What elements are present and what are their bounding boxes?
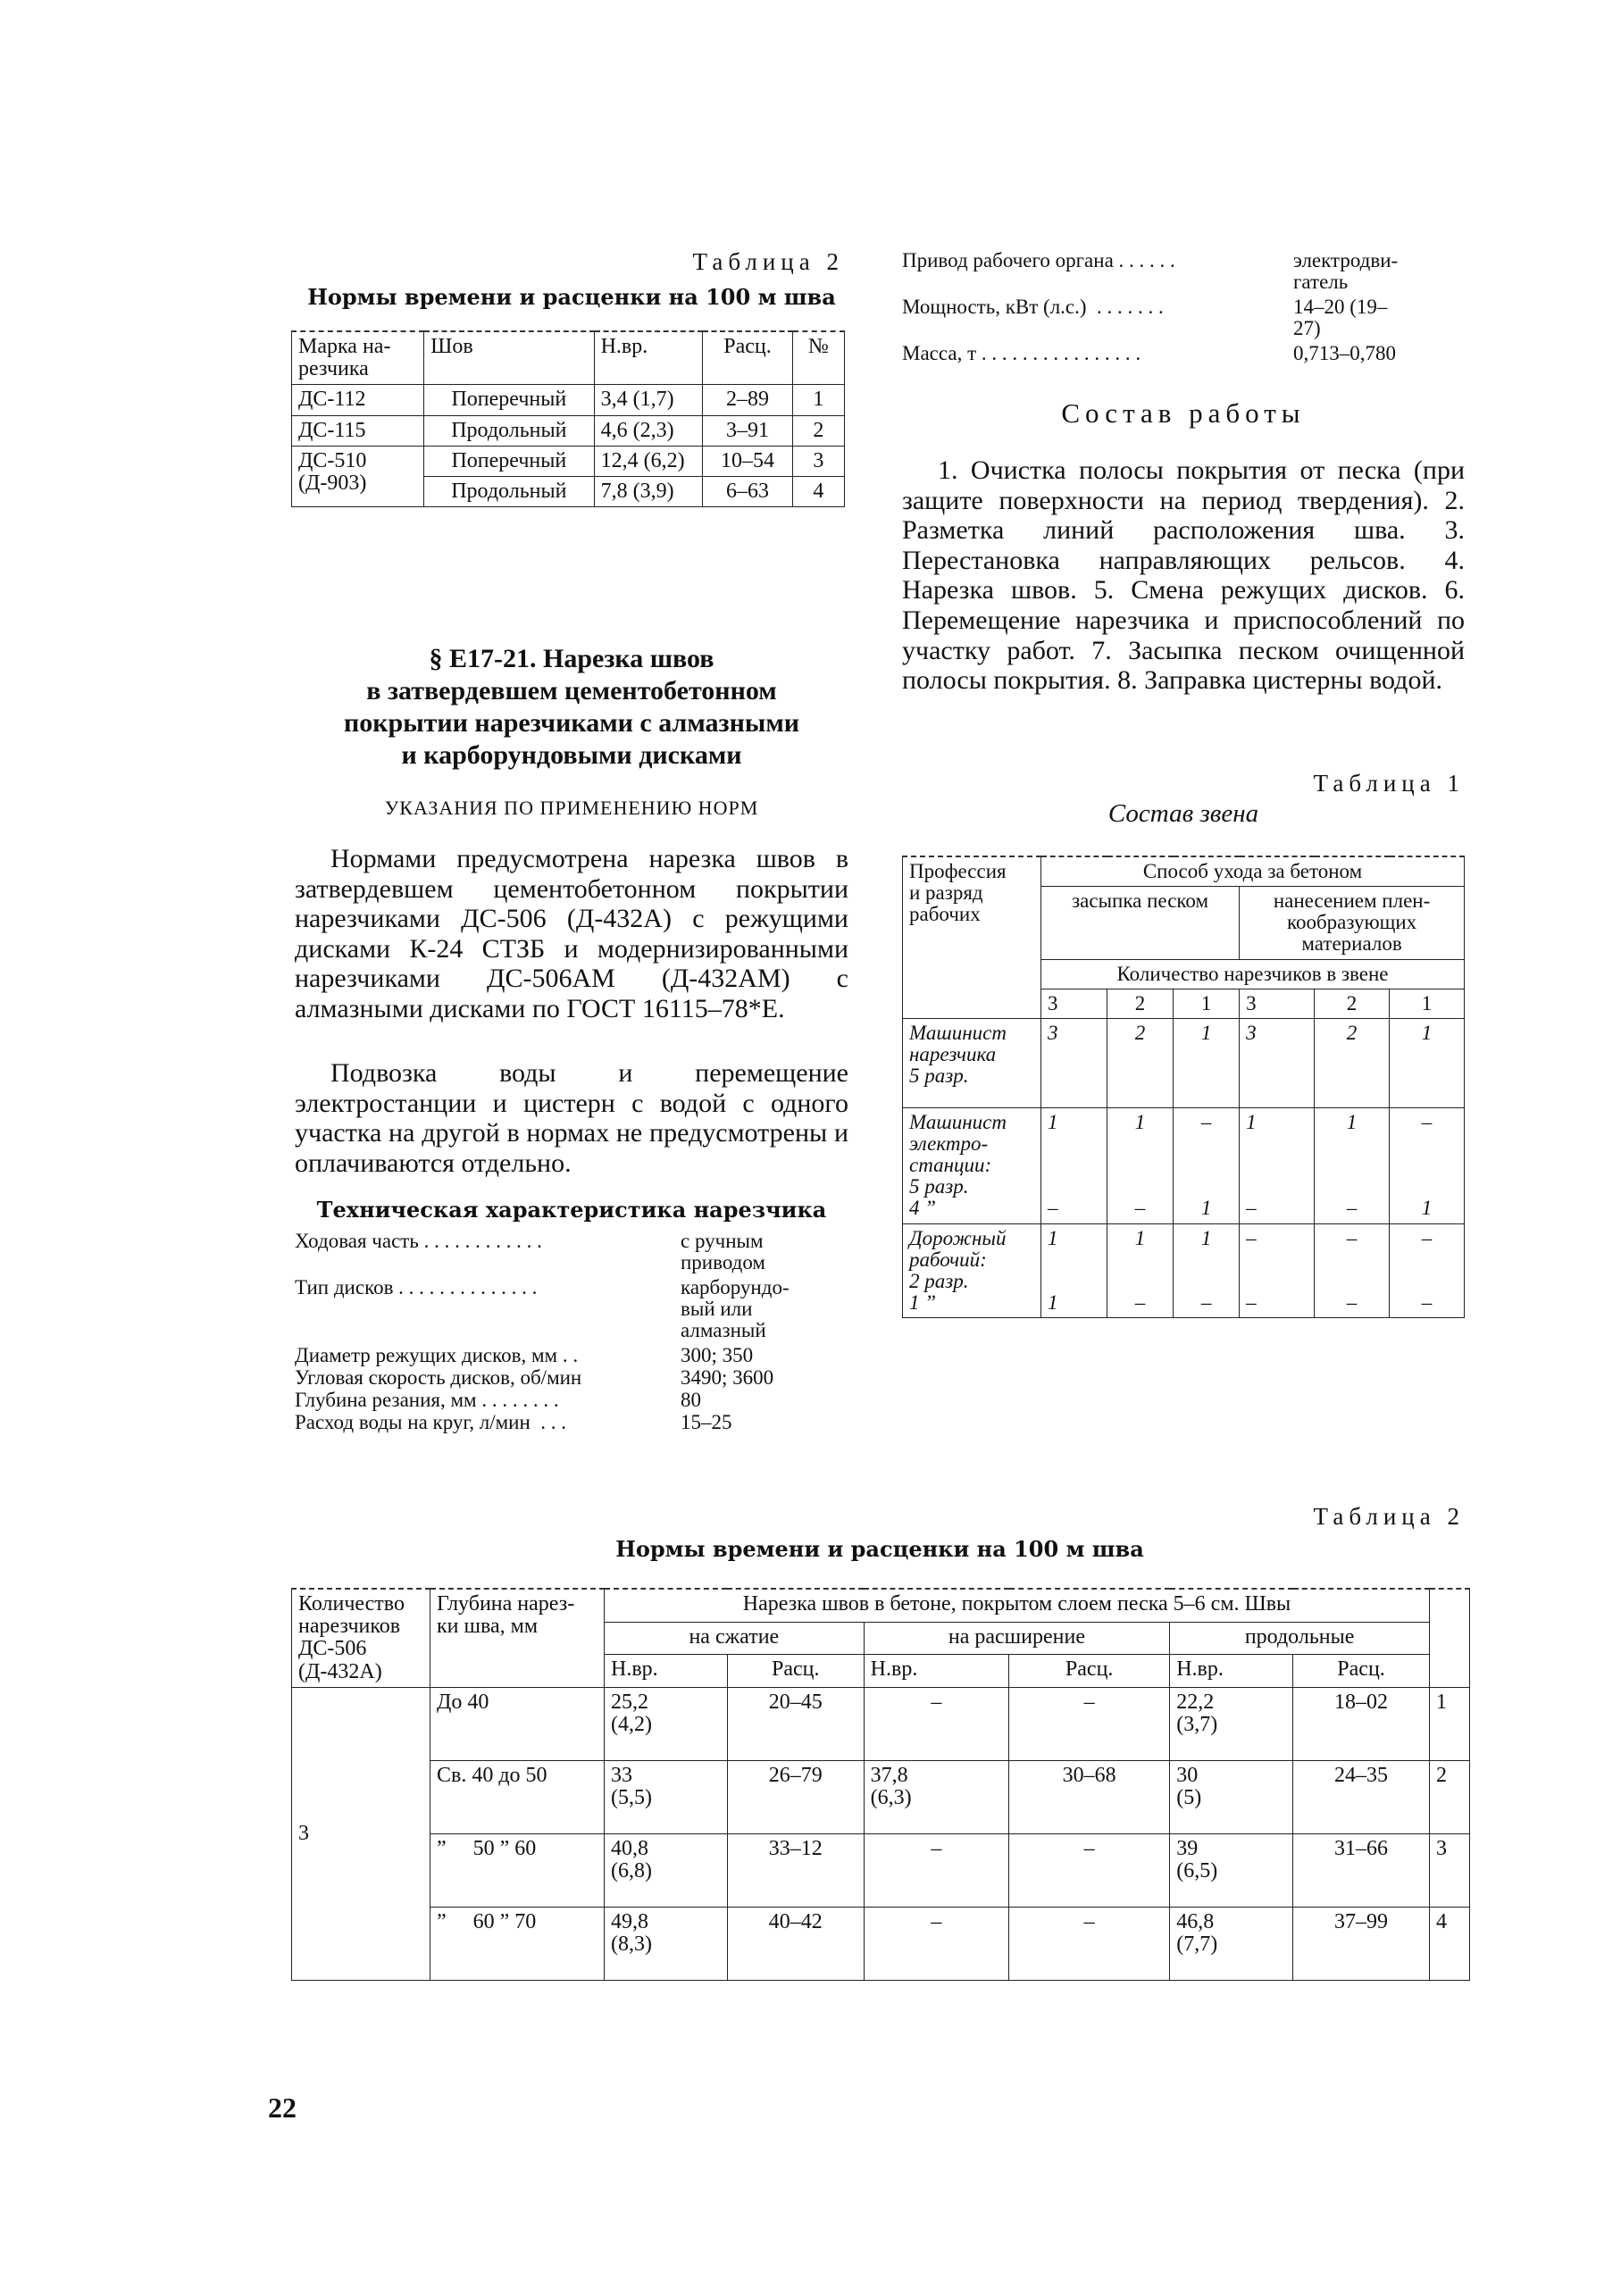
tech-label: Расход воды на круг, л/мин . . . xyxy=(295,1411,567,1433)
table-row xyxy=(292,385,845,415)
cell-value: 18–02 xyxy=(1293,1687,1430,1760)
cell-value: – 1 xyxy=(1390,1107,1465,1223)
header-mark: Марка на- резчика xyxy=(292,331,424,385)
cell-value: 1 – xyxy=(1107,1107,1174,1223)
cell-value: 1 xyxy=(1174,1018,1240,1107)
cell-seam: Поперечный xyxy=(424,385,594,415)
cell-depth: До 40 xyxy=(430,1687,605,1760)
table-row xyxy=(292,1687,1470,1760)
tech-value: 3490; 3600 xyxy=(681,1366,774,1389)
tech-title: Техническая характеристика нарезчика xyxy=(316,1197,827,1223)
count-cell: 3 xyxy=(1041,989,1107,1018)
cell-value: 3 xyxy=(1041,1018,1107,1107)
cell-value: 1 1 xyxy=(1041,1223,1107,1318)
table-row xyxy=(292,415,845,446)
cell-no: 1 xyxy=(1430,1687,1470,1760)
header-compression: на сжатие xyxy=(605,1622,865,1655)
cell-no: 2 xyxy=(1430,1760,1470,1833)
tech-value: 15–25 xyxy=(681,1411,732,1433)
tech-value: 300; 350 xyxy=(681,1344,754,1366)
cell-value: 22,2 (3,7) xyxy=(1170,1687,1293,1760)
cell-profession: Машинист нарезчика 5 разр. xyxy=(903,1018,1041,1107)
paragraph-scope: Нормами предусмотрена нарезка швов в затвердевшем цементобетонном покрытии нарезчиками ДС-506 (Д-432А) с режущими дисками К-24 СТЗБ и модернизированными нарезчиками ДС-506АМ (Д-432АМ) с алмазными дисками по ГОСТ 16115–78*Е. xyxy=(295,844,848,1023)
spec-label: Мощность, кВт (л.с.) . . . . . . . xyxy=(902,296,1164,318)
cell-no: 3 xyxy=(792,446,844,476)
spec-value: 0,713–0,780 xyxy=(1293,342,1396,364)
header-longitudinal: продольные xyxy=(1170,1622,1430,1655)
paragraph-water: Подвозка воды и перемещение электростанции и цистерн с водой с одного участка на другой в нормах не предусмотрены и оплачиваются отдельно. xyxy=(295,1058,848,1178)
cell-value: – xyxy=(864,1833,1008,1907)
table-row xyxy=(292,1760,1470,1833)
cell-value: – xyxy=(864,1907,1008,1980)
cell-value: – xyxy=(1009,1907,1170,1980)
cell-value: 39 (6,5) xyxy=(1170,1833,1293,1907)
table2-bottom xyxy=(291,1588,1470,1981)
cell-mark: ДС-510 (Д-903) xyxy=(292,446,424,506)
table-row xyxy=(292,1907,1470,1980)
tech-label: Глубина резания, мм . . . . . . . . xyxy=(295,1389,559,1411)
section-title: § Е17-21. Нарезка швов в затвердевшем цементобетонном покрытии нарезчиками с алмазными и карборундовыми дисками xyxy=(343,644,800,770)
table1-title: Состав звена xyxy=(1107,799,1259,828)
table2-bottom-title: Нормы времени и расценки на 100 м шва xyxy=(615,1536,1144,1562)
cell-value: 24–35 xyxy=(1293,1760,1430,1833)
table2-bottom-caption: Таблица 2 xyxy=(1313,1503,1465,1530)
cell-depth: ” 60 ” 70 xyxy=(430,1907,605,1980)
cell-value: 40–42 xyxy=(727,1907,864,1980)
tech-label: Угловая скорость дисков, об/мин xyxy=(295,1366,582,1389)
cell-value: 1 – xyxy=(1107,1223,1174,1318)
tech-value: 80 xyxy=(681,1389,701,1411)
tech-value: карборундо- вый или алмазный xyxy=(681,1276,790,1342)
cell-depth: ” 50 ” 60 xyxy=(430,1833,605,1907)
header-main: Нарезка швов в бетоне, покрытом слоем песка 5–6 см. Швы xyxy=(605,1589,1430,1622)
cell-value: – – xyxy=(1390,1223,1465,1318)
tech-label: Тип дисков . . . . . . . . . . . . . . xyxy=(295,1276,538,1298)
header-rasc: Расц. xyxy=(703,331,793,385)
tech-label: Ходовая часть . . . . . . . . . . . . xyxy=(295,1230,542,1252)
cell-value: 25,2 (4,2) xyxy=(605,1687,728,1760)
cell-value: – xyxy=(1009,1687,1170,1760)
header-nvr: Н.вр. xyxy=(594,331,703,385)
subheader: Расц. xyxy=(1293,1655,1430,1688)
cell-value: 49,8 (8,3) xyxy=(605,1907,728,1980)
table2-top-caption: Таблица 2 xyxy=(692,248,844,275)
cell-value: – xyxy=(864,1687,1008,1760)
work-heading: Состав работы xyxy=(1061,397,1306,429)
cell-value: 1 – xyxy=(1240,1107,1315,1223)
cell-value: 2 xyxy=(1315,1018,1390,1107)
subheader: Расц. xyxy=(727,1655,864,1688)
subheader: Н.вр. xyxy=(1170,1655,1293,1688)
tech-label: Диаметр режущих дисков, мм . . xyxy=(295,1344,579,1366)
tech-value: с ручным приводом xyxy=(681,1230,765,1274)
table2-top xyxy=(291,330,845,507)
cell-no: 4 xyxy=(792,476,844,506)
cell-nvr: 3,4 (1,7) xyxy=(594,385,703,415)
cell-nvr: 4,6 (2,3) xyxy=(594,415,703,446)
spec-label: Привод рабочего органа . . . . . . xyxy=(902,249,1175,271)
cell-no: 3 xyxy=(1430,1833,1470,1907)
cell-value: 33 (5,5) xyxy=(605,1760,728,1833)
cell-count: 3 xyxy=(292,1687,430,1980)
header-count: Количество нарезчиков в звене xyxy=(1041,959,1465,989)
table-row xyxy=(292,446,845,476)
page-number: 22 xyxy=(268,2091,297,2124)
table-row xyxy=(292,1833,1470,1907)
cell-profession: Дорожный рабочий: 2 разр. 1 ” xyxy=(903,1223,1041,1318)
cell-value: 40,8 (6,8) xyxy=(605,1833,728,1907)
cell-no: 4 xyxy=(1430,1907,1470,1980)
cell-value: 30–68 xyxy=(1009,1760,1170,1833)
cell-mark: ДС-115 xyxy=(292,415,424,446)
cell-value: 33–12 xyxy=(727,1833,864,1907)
cell-no: 2 xyxy=(792,415,844,446)
cell-value: 31–66 xyxy=(1293,1833,1430,1907)
machine-spec-list xyxy=(902,250,1465,375)
cell-value: – 1 xyxy=(1174,1107,1240,1223)
cell-profession: Машинист электро- станции: 5 разр. 4 ” xyxy=(903,1107,1041,1223)
cell-seam: Поперечный xyxy=(424,446,594,476)
cell-seam: Продольный xyxy=(424,476,594,506)
count-cell: 2 xyxy=(1107,989,1174,1018)
table-row xyxy=(903,1018,1465,1107)
cell-value: 1 – xyxy=(1315,1107,1390,1223)
cell-value: 20–45 xyxy=(727,1687,864,1760)
instructions-heading: УКАЗАНИЯ ПО ПРИМЕНЕНИЮ НОРМ xyxy=(384,797,759,819)
cell-no: 1 xyxy=(792,385,844,415)
subheader: Н.вр. xyxy=(864,1655,1008,1688)
table-row xyxy=(903,1107,1465,1223)
table-row xyxy=(903,1223,1465,1318)
header-profession: Профессия и разряд рабочих xyxy=(903,856,1041,1018)
cell-value: 1 – xyxy=(1174,1223,1240,1318)
cell-value: 37–99 xyxy=(1293,1907,1430,1980)
header-no: № xyxy=(792,331,844,385)
header-sand: засыпка песком xyxy=(1041,887,1240,959)
spec-value: 14–20 (19– 27) xyxy=(1293,296,1388,340)
cell-value: 46,8 (7,7) xyxy=(1170,1907,1293,1980)
cell-value: 3 xyxy=(1240,1018,1315,1107)
cell-mark: ДС-112 xyxy=(292,385,424,415)
header-film: нанесением плен- кообразующих материалов xyxy=(1240,887,1465,959)
work-text: 1. Очистка полосы покрытия от песка (при защите поверхности на период твердения). 2. Разметка линий расположения шва. 3. Перестановка направляющих рельсов. 4. Нарезка швов. 5. Смена режущих дисков. 6. Перемещение нарезчика и приспособлений по участку работ. 7. Засыпка песком очищенной полосы покрытия. 8. Заправка цистерны водой. xyxy=(902,455,1465,696)
count-cell: 2 xyxy=(1315,989,1390,1018)
tech-spec-list xyxy=(295,1231,848,1445)
count-cell: 3 xyxy=(1240,989,1315,1018)
cell-value: 30 (5) xyxy=(1170,1760,1293,1833)
header-seam: Шов xyxy=(424,331,594,385)
header-expansion: на расширение xyxy=(864,1622,1170,1655)
cell-nvr: 12,4 (6,2) xyxy=(594,446,703,476)
subheader: Расц. xyxy=(1009,1655,1170,1688)
subheader: Н.вр. xyxy=(605,1655,728,1688)
cell-rasc: 6–63 xyxy=(703,476,793,506)
header-depth: Глубина нарез- ки шва, мм xyxy=(430,1589,605,1687)
cell-value: – – xyxy=(1315,1223,1390,1318)
cell-value: 26–79 xyxy=(727,1760,864,1833)
spec-value: электродви- гатель xyxy=(1293,249,1399,294)
cell-nvr: 7,8 (3,9) xyxy=(594,476,703,506)
cell-value: 37,8 (6,3) xyxy=(864,1760,1008,1833)
header-no-blank xyxy=(1430,1589,1470,1687)
header-count: Количество нарезчиков ДС-506 (Д-432А) xyxy=(292,1589,430,1687)
header-method: Способ ухода за бетоном xyxy=(1041,856,1465,887)
cell-rasc: 3–91 xyxy=(703,415,793,446)
cell-value: 1 xyxy=(1390,1018,1465,1107)
cell-value: 1 – xyxy=(1041,1107,1107,1223)
cell-rasc: 2–89 xyxy=(703,385,793,415)
cell-depth: Св. 40 до 50 xyxy=(430,1760,605,1833)
count-cell: 1 xyxy=(1174,989,1240,1018)
cell-value: 2 xyxy=(1107,1018,1174,1107)
cell-value: – – xyxy=(1240,1223,1315,1318)
table1-crew xyxy=(902,856,1465,1318)
count-cell: 1 xyxy=(1390,989,1465,1018)
spec-label: Масса, т . . . . . . . . . . . . . . . . xyxy=(902,342,1141,364)
cell-rasc: 10–54 xyxy=(703,446,793,476)
cell-seam: Продольный xyxy=(424,415,594,446)
cell-value: – xyxy=(1009,1833,1170,1907)
table1-caption: Таблица 1 xyxy=(1313,770,1465,797)
table2-top-title: Нормы времени и расценки на 100 м шва xyxy=(307,284,836,310)
